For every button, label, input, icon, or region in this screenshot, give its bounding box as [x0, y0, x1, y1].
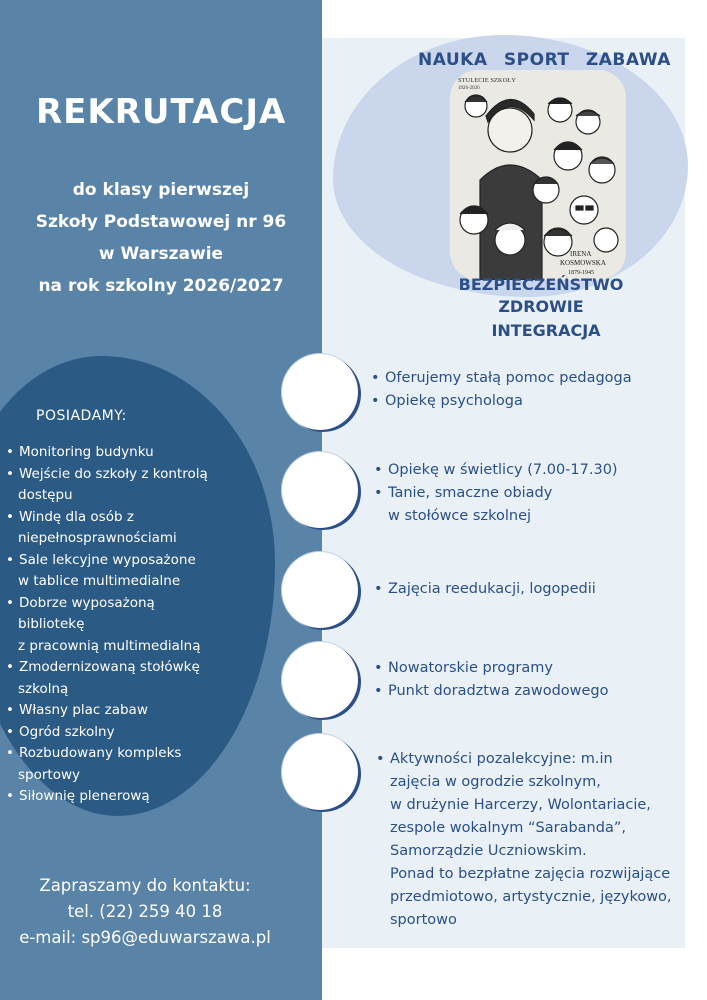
posiadamy-item-continuation: z pracownią multimedialną — [18, 637, 201, 654]
posiadamy-item-continuation: szkolną — [18, 680, 69, 697]
feature-item-continuation — [376, 863, 672, 886]
feature-item-continuation — [376, 817, 672, 840]
feature-item — [374, 578, 596, 601]
feature-text: Nowatorskie programy — [388, 660, 553, 676]
feature-text: w drużynie Harcerzy, Wolontariacie, — [390, 797, 651, 813]
bullet-icon: • — [374, 485, 383, 501]
illustration-label-top: STULECIE SZKOŁY — [458, 77, 516, 84]
feature-text: Aktywności pozalekcyjne: m.in — [390, 751, 613, 767]
posiadamy-item: • Ogród szkolny — [6, 722, 266, 744]
subtitle-line: na rok szkolny 2026/2027 — [38, 276, 284, 296]
bullet-icon: • — [374, 581, 383, 597]
feature-text: Samorządzie Uczniowskim. — [390, 843, 587, 859]
feature-text: zespole wokalnym “Sarabanda”, — [390, 820, 626, 836]
contact-email: e-mail: sp96@eduwarszawa.pl — [19, 928, 271, 947]
posiadamy-item: • Rozbudowany kompleks — [6, 743, 266, 765]
feature-group — [374, 578, 596, 601]
illustration-name-line2: KOSMOWSKA — [560, 259, 606, 267]
feature-text: zajęcia w ogrodzie szkolnym, — [390, 774, 601, 790]
feature-text: Oferujemy stałą pomoc pedagoga — [385, 370, 632, 386]
decorative-circle — [282, 734, 358, 810]
feature-item-continuation — [376, 771, 672, 794]
feature-text: przedmiotowo, artystycznie, językowo, — [390, 889, 672, 905]
bullet-icon: • — [374, 683, 383, 699]
bullet-icon: • — [374, 462, 383, 478]
bullet-icon: • — [376, 751, 385, 767]
subtitle-line: Szkoły Podstawowej nr 96 — [35, 212, 287, 232]
feature-item-continuation — [376, 909, 672, 932]
feature-text: Tanie, smaczne obiady — [388, 485, 553, 501]
feature-group — [376, 748, 672, 932]
feature-text: Zajęcia reedukacji, logopedii — [388, 581, 596, 597]
decorative-circle — [282, 354, 358, 430]
feature-text: Ponad to bezpłatne zajęcia rozwijające — [390, 866, 671, 882]
feature-text: w stołówce szkolnej — [388, 508, 532, 524]
feature-item — [374, 680, 609, 703]
feature-item — [376, 748, 672, 771]
posiadamy-item: • Zmodernizowaną stołówkę — [6, 657, 266, 679]
posiadamy-item: • Dobrze wyposażoną — [6, 593, 266, 615]
feature-item — [371, 390, 632, 413]
feature-item-continuation — [374, 505, 618, 528]
feature-text: Opiekę psychologa — [385, 393, 523, 409]
posiadamy-item-continuation: bibliotekę — [18, 616, 85, 632]
decorative-circle — [282, 552, 358, 628]
feature-item-continuation — [376, 840, 672, 863]
feature-text: Punkt doradztwa zawodowego — [388, 683, 609, 699]
decorative-circle — [282, 452, 358, 528]
posiadamy-item-continuation: dostępu — [18, 487, 73, 503]
value-integration: INTEGRACJA — [491, 321, 601, 340]
posiadamy-item: • Sale lekcyjne wyposażone — [6, 550, 266, 572]
feature-group — [374, 459, 618, 528]
posiadamy-item: • Własny plac zabaw — [6, 700, 266, 722]
illustration-label-years: 1926-2026 — [458, 86, 480, 91]
posiadamy-list — [6, 442, 266, 808]
feature-item — [374, 657, 609, 680]
subtitle-line: w Warszawie — [98, 244, 224, 264]
bullet-icon: • — [371, 370, 380, 386]
bullet-icon: • — [374, 660, 383, 676]
feature-item-continuation — [376, 886, 672, 909]
posiadamy-heading: POSIADAMY: — [36, 408, 127, 424]
feature-item-continuation — [376, 794, 672, 817]
feature-group — [371, 367, 632, 413]
illustration-graphic — [450, 70, 626, 280]
bullet-icon: • — [371, 393, 380, 409]
contact-heading: Zapraszamy do kontaktu: — [39, 876, 251, 895]
illustration-name-line1: IRENA — [570, 250, 592, 258]
posiadamy-item: • Windę dla osób z — [6, 507, 266, 529]
tagline: NAUKA SPORT ZABAWA — [418, 50, 671, 70]
feature-item — [374, 459, 618, 482]
posiadamy-item: • Siłownię plenerową — [6, 786, 266, 808]
illustration-name-years: 1879-1945 — [568, 270, 594, 276]
feature-group — [374, 657, 609, 703]
posiadamy-item-continuation: w tablice multimedialne — [18, 573, 181, 589]
feature-text: sportowo — [390, 912, 457, 928]
posiadamy-item: • Monitoring budynku — [6, 442, 266, 464]
decorative-circle — [282, 642, 358, 718]
posiadamy-item-continuation: sportowy — [18, 766, 80, 783]
feature-item — [374, 482, 618, 505]
feature-item — [371, 367, 632, 390]
value-safety: BEZPIECZEŃSTWO — [458, 275, 624, 294]
contact-phone: tel. (22) 259 40 18 — [67, 902, 223, 921]
posiadamy-item-continuation: niepełnosprawnościami — [18, 530, 177, 546]
feature-text: Opiekę w świetlicy (7.00-17.30) — [388, 462, 618, 478]
subtitle-line: do klasy pierwszej — [72, 180, 250, 200]
posiadamy-item: • Wejście do szkoły z kontrolą — [6, 464, 266, 486]
value-health: ZDROWIE — [498, 297, 584, 316]
school-centenary-illustration — [450, 70, 626, 280]
page-title: REKRUTACJA — [36, 92, 287, 132]
